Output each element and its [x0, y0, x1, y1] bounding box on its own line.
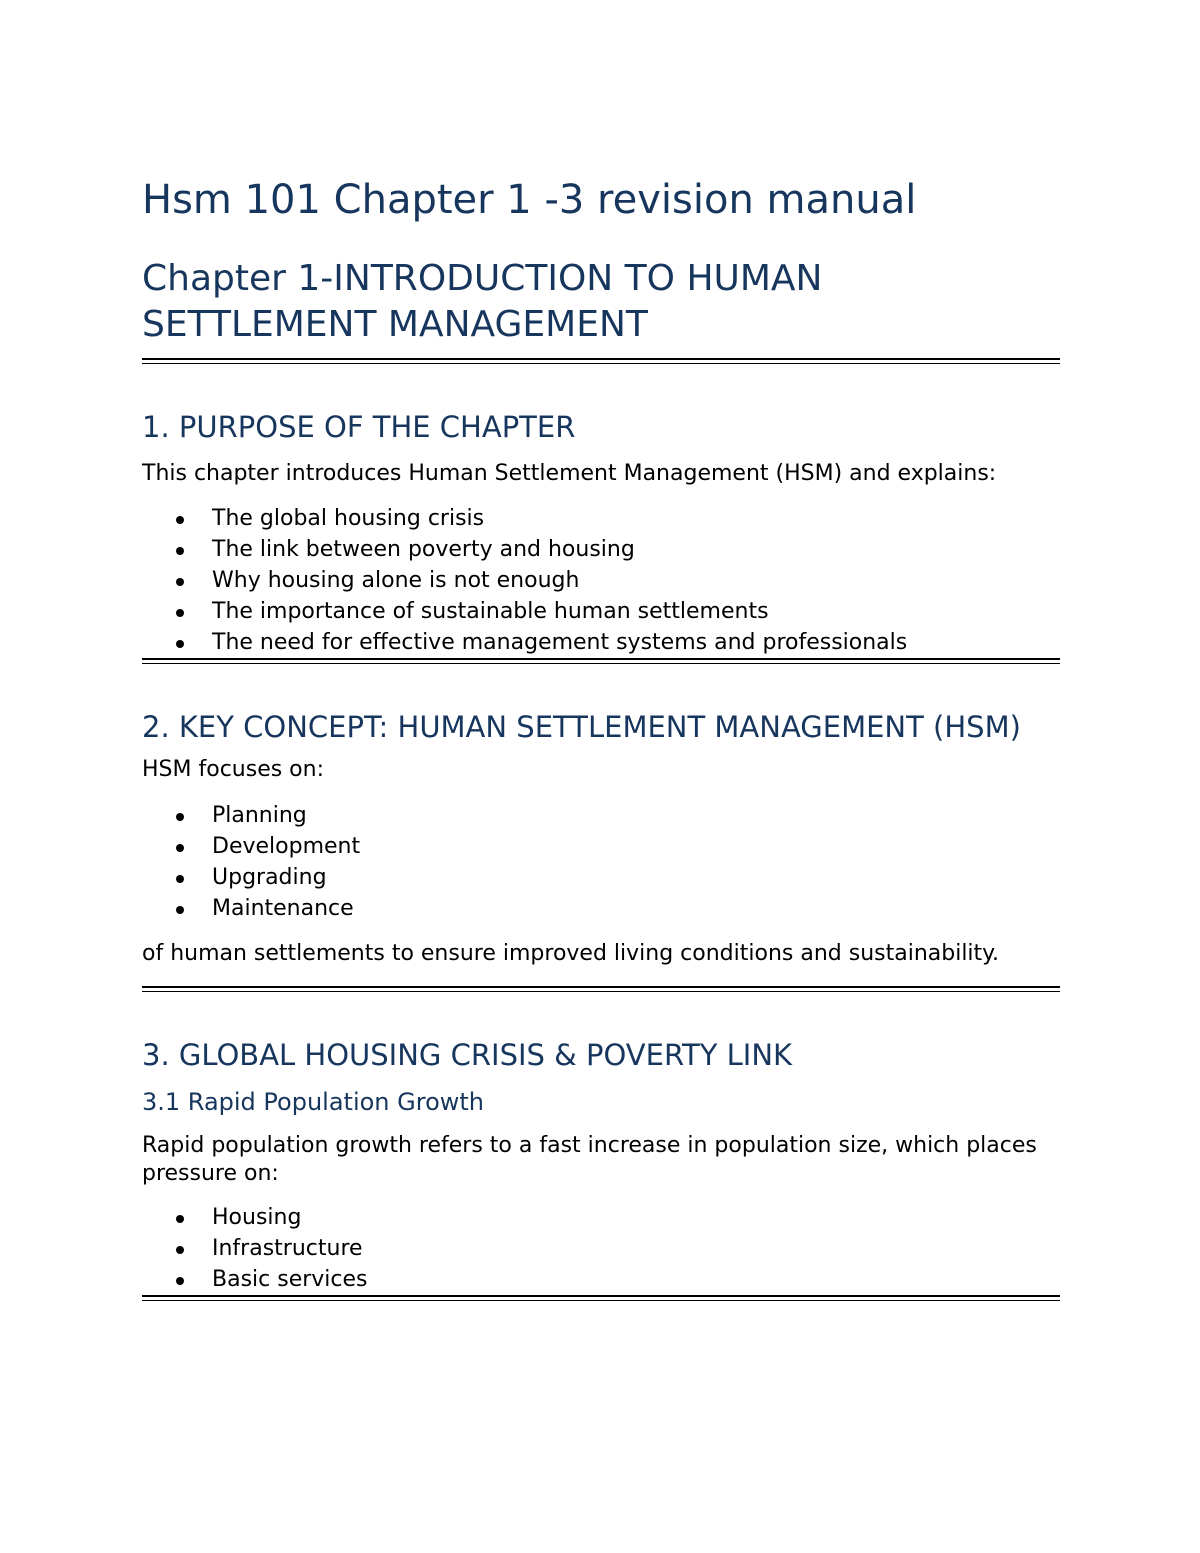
section-divider	[142, 986, 1060, 992]
list-item: Housing	[142, 1202, 1060, 1233]
subsection-3-1-intro: Rapid population growth refers to a fast increase in population size, which places pressure on:	[142, 1133, 1037, 1186]
section-divider	[142, 358, 1060, 364]
chapter-title: Chapter 1-INTRODUCTION TO HUMAN SETTLEMENT MANAGEMENT	[142, 258, 823, 345]
list-item: Why housing alone is not enough	[142, 565, 1060, 596]
list-item: Infrastructure	[142, 1233, 1060, 1264]
list-item: The global housing crisis	[142, 503, 1060, 534]
section-2-intro: HSM focuses on:	[142, 757, 324, 782]
list-item: Development	[142, 831, 1060, 862]
subsection-3-1-heading: 3.1 Rapid Population Growth	[142, 1088, 485, 1116]
document-title: Hsm 101 Chapter 1 -3 revision manual	[142, 177, 917, 223]
section-2-list	[142, 800, 1060, 924]
document-content	[142, 174, 1060, 1301]
list-item: Upgrading	[142, 862, 1060, 893]
list-item: The link between poverty and housing	[142, 534, 1060, 565]
section-1-heading: 1. PURPOSE OF THE CHAPTER	[142, 410, 576, 444]
section-1-list	[142, 503, 1060, 658]
section-divider	[142, 658, 1060, 664]
subsection-3-1-list	[142, 1202, 1060, 1295]
list-item: The importance of sustainable human settlements	[142, 596, 1060, 627]
list-item: Maintenance	[142, 893, 1060, 924]
list-item: The need for effective management systems and professionals	[142, 627, 1060, 658]
section-1-intro: This chapter introduces Human Settlement Management (HSM) and explains:	[142, 461, 997, 486]
list-item: Planning	[142, 800, 1060, 831]
section-2-heading: 2. KEY CONCEPT: HUMAN SETTLEMENT MANAGEMENT (HSM)	[142, 710, 1021, 744]
list-item: Basic services	[142, 1264, 1060, 1295]
section-2-outro: of human settlements to ensure improved living conditions and sustainability.	[142, 941, 1000, 966]
section-divider	[142, 1295, 1060, 1301]
section-3-heading: 3. GLOBAL HOUSING CRISIS & POVERTY LINK	[142, 1038, 793, 1072]
